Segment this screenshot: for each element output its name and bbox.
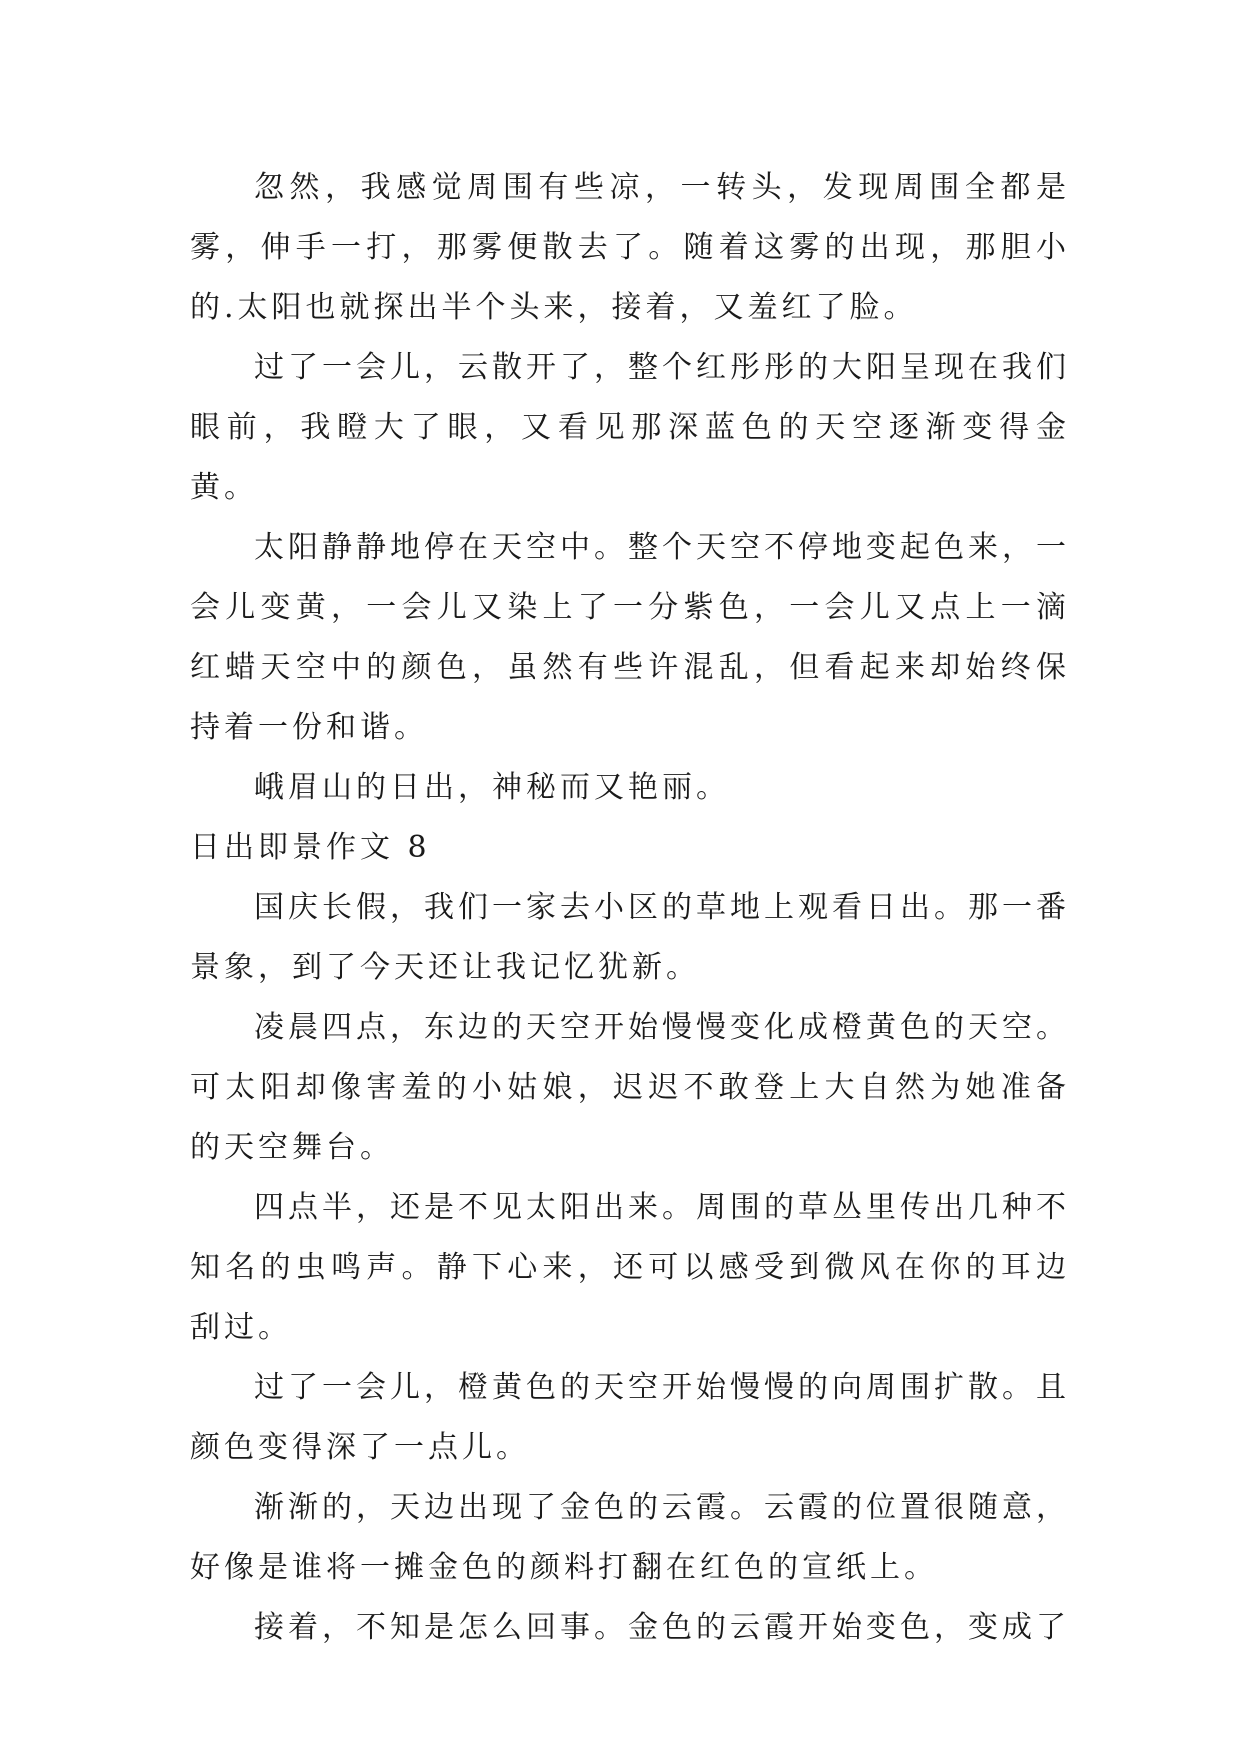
paragraph: 接着，不知是怎么回事。金色的云霞开始变色，变成了 xyxy=(254,1610,1070,1645)
paragraph: 忽然，我感觉周围有些凉，一转头，发现周围全都是雾，伸手一打，那雾便散去了。随着这雾的出现，那胆小的.太阳也就探出半个头来，接着，又羞红了脸。 xyxy=(190,170,1070,325)
paragraph: 凌晨四点，东边的天空开始慢慢变化成橙黄色的天空。可太阳却像害羞的小姑娘，迟迟不敢登上大自然为她准备的天空舞台。 xyxy=(190,1010,1070,1165)
paragraph: 四点半，还是不见太阳出来。周围的草丛里传出几种不知名的虫鸣声。静下心来，还可以感受到微风在你的耳边刮过。 xyxy=(190,1190,1070,1345)
paragraph: 太阳静静地停在天空中。整个天空不停地变起色来，一会儿变黄，一会儿又染上了一分紫色，一会儿又点上一滴红蜡天空中的颜色，虽然有些许混乱，但看起来却始终保持着一份和谐。 xyxy=(190,530,1070,745)
paragraph: 过了一会儿，橙黄色的天空开始慢慢的向周围扩散。且颜色变得深了一点儿。 xyxy=(190,1370,1070,1465)
paragraph: 过了一会儿，云散开了，整个红彤彤的大阳呈现在我们眼前，我瞪大了眼，又看见那深蓝色的天空逐渐变得金黄。 xyxy=(190,350,1070,505)
section-title: 日出即景作文 8 xyxy=(190,830,431,865)
paragraph: 国庆长假，我们一家去小区的草地上观看日出。那一番景象，到了今天还让我记忆犹新。 xyxy=(190,890,1070,985)
paragraph: 渐渐的，天边出现了金色的云霞。云霞的位置很随意，好像是谁将一摊金色的颜料打翻在红色的宣纸上。 xyxy=(190,1490,1070,1585)
document-body xyxy=(190,158,1070,1658)
paragraph: 峨眉山的日出，神秘而又艳丽。 xyxy=(254,770,730,805)
